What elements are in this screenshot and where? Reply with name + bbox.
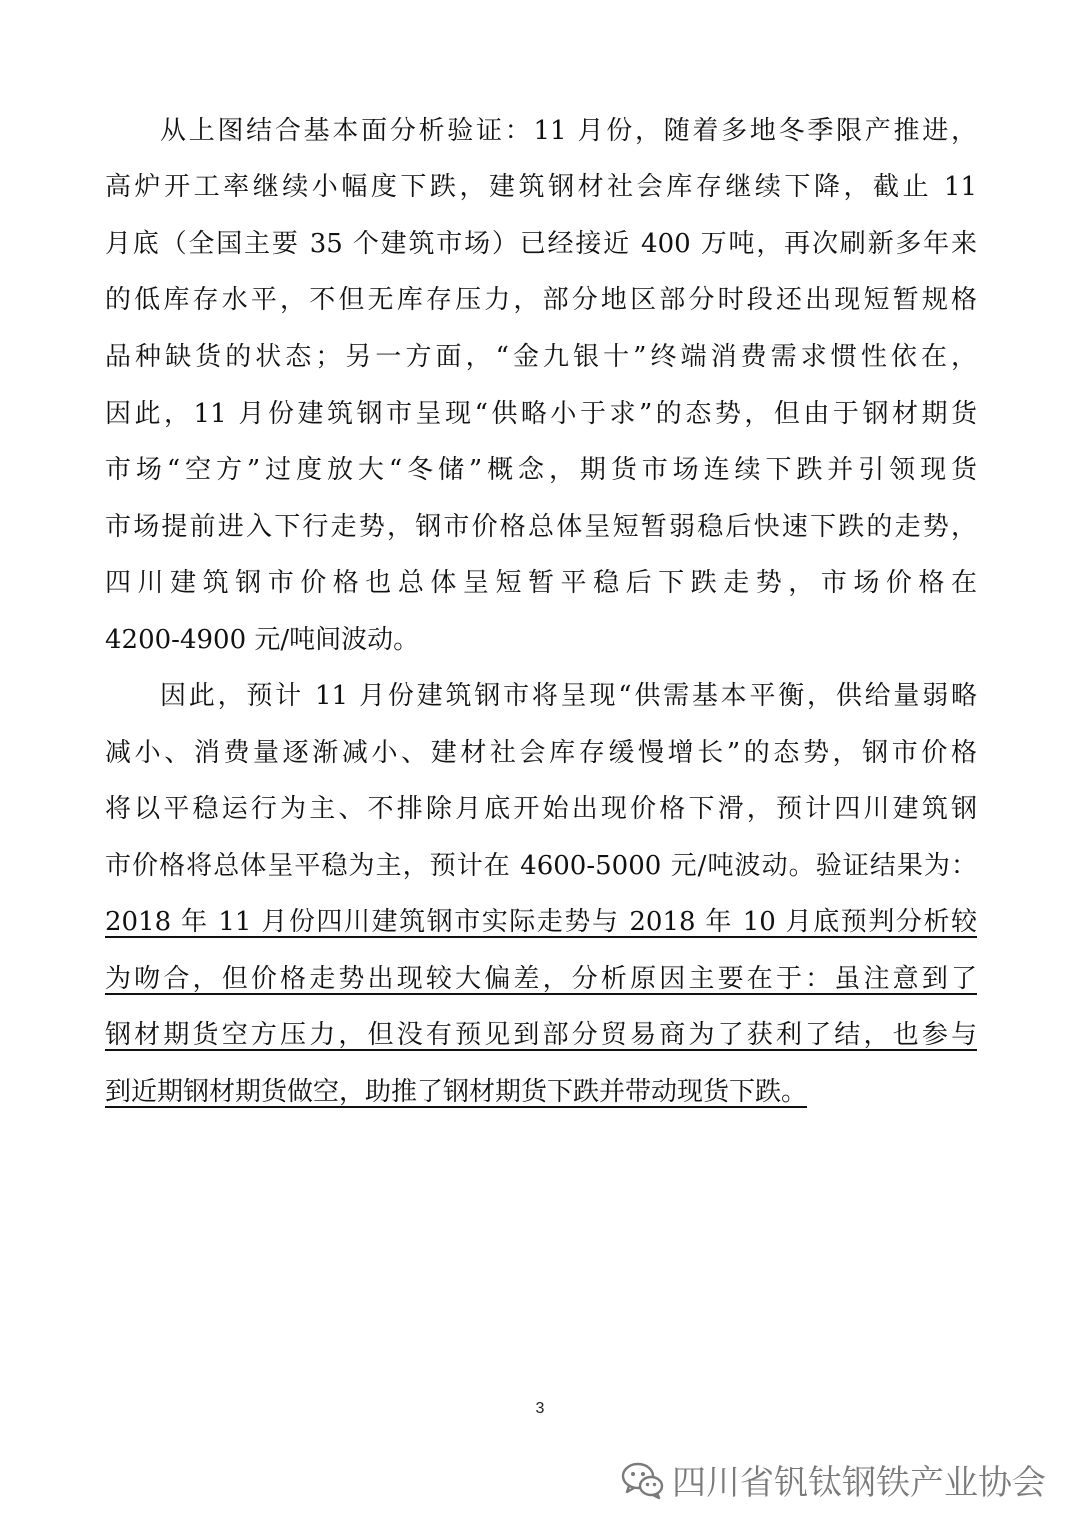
page-number: 3 bbox=[535, 1400, 545, 1417]
verification-result-line-2: 为吻合，但价格走势出现较大偏差，分析原因主要在于：虽注意到了 bbox=[105, 964, 977, 994]
paragraph-1-line-1: 从上图结合基本面分析验证：11 月份，随着多地冬季限产推进， bbox=[160, 116, 977, 146]
paragraph-2-line-3: 将以平稳运行为主、不排除月底开始出现价格下滑，预计四川建筑钢 bbox=[105, 794, 977, 824]
paragraph-1-line-2: 高炉开工率继续小幅度下跌，建筑钢材社会库存继续下降，截止 11 bbox=[105, 172, 977, 202]
paragraph-1-line-5: 品种缺货的状态；另一方面，“金九银十”终端消费需求惯性依在， bbox=[105, 342, 977, 372]
paragraph-2-line-2: 减小、消费量逐渐减小、建材社会库存缓慢增长”的态势，钢市价格 bbox=[105, 738, 977, 768]
paragraph-1-line-4: 的低库存水平，不但无库存压力，部分地区部分时段还出现短暂规格 bbox=[105, 285, 977, 315]
account-watermark bbox=[620, 1455, 1046, 1504]
paragraph-1-line-3: 月底（全国主要 35 个建筑市场）已经接近 400 万吨，再次刷新多年来 bbox=[105, 229, 977, 259]
paragraph-1-line-6: 因此，11 月份建筑钢市呈现“供略小于求”的态势，但由于钢材期货 bbox=[105, 399, 977, 429]
paragraph-1-line-10: 4200-4900 元/吨间波动。 bbox=[105, 625, 420, 655]
verification-result-line-4: 到近期钢材期货做空，助推了钢材期货下跌并带动现货下跌。 bbox=[105, 1077, 808, 1107]
verification-result-line-3: 钢材期货空方压力，但没有预见到部分贸易商为了获利了结，也参与 bbox=[105, 1020, 977, 1050]
paragraph-2-line-1: 因此，预计 11 月份建筑钢市将呈现“供需基本平衡，供给量弱略 bbox=[160, 681, 977, 711]
verification-result-line-1: 2018 年 11 月份四川建筑钢市实际走势与 2018 年 10 月底预判分析较 bbox=[105, 907, 977, 937]
wechat-icon bbox=[620, 1460, 664, 1500]
watermark-text: 四川省钒钛钢铁产业协会 bbox=[672, 1463, 1046, 1503]
paragraph-1-line-7: 市场“空方”过度放大“冬储”概念，期货市场连续下跌并引领现货 bbox=[105, 455, 977, 485]
paragraph-2-line-4: 市价格将总体呈平稳为主，预计在 4600-5000 元/吨波动。验证结果为： bbox=[105, 851, 977, 881]
paragraph-1-line-8: 市场提前进入下行走势，钢市价格总体呈短暂弱稳后快速下跌的走势， bbox=[105, 512, 977, 542]
paragraph-1-line-9: 四川建筑钢市价格也总体呈短暂平稳后下跌走势，市场价格在 bbox=[105, 568, 977, 598]
